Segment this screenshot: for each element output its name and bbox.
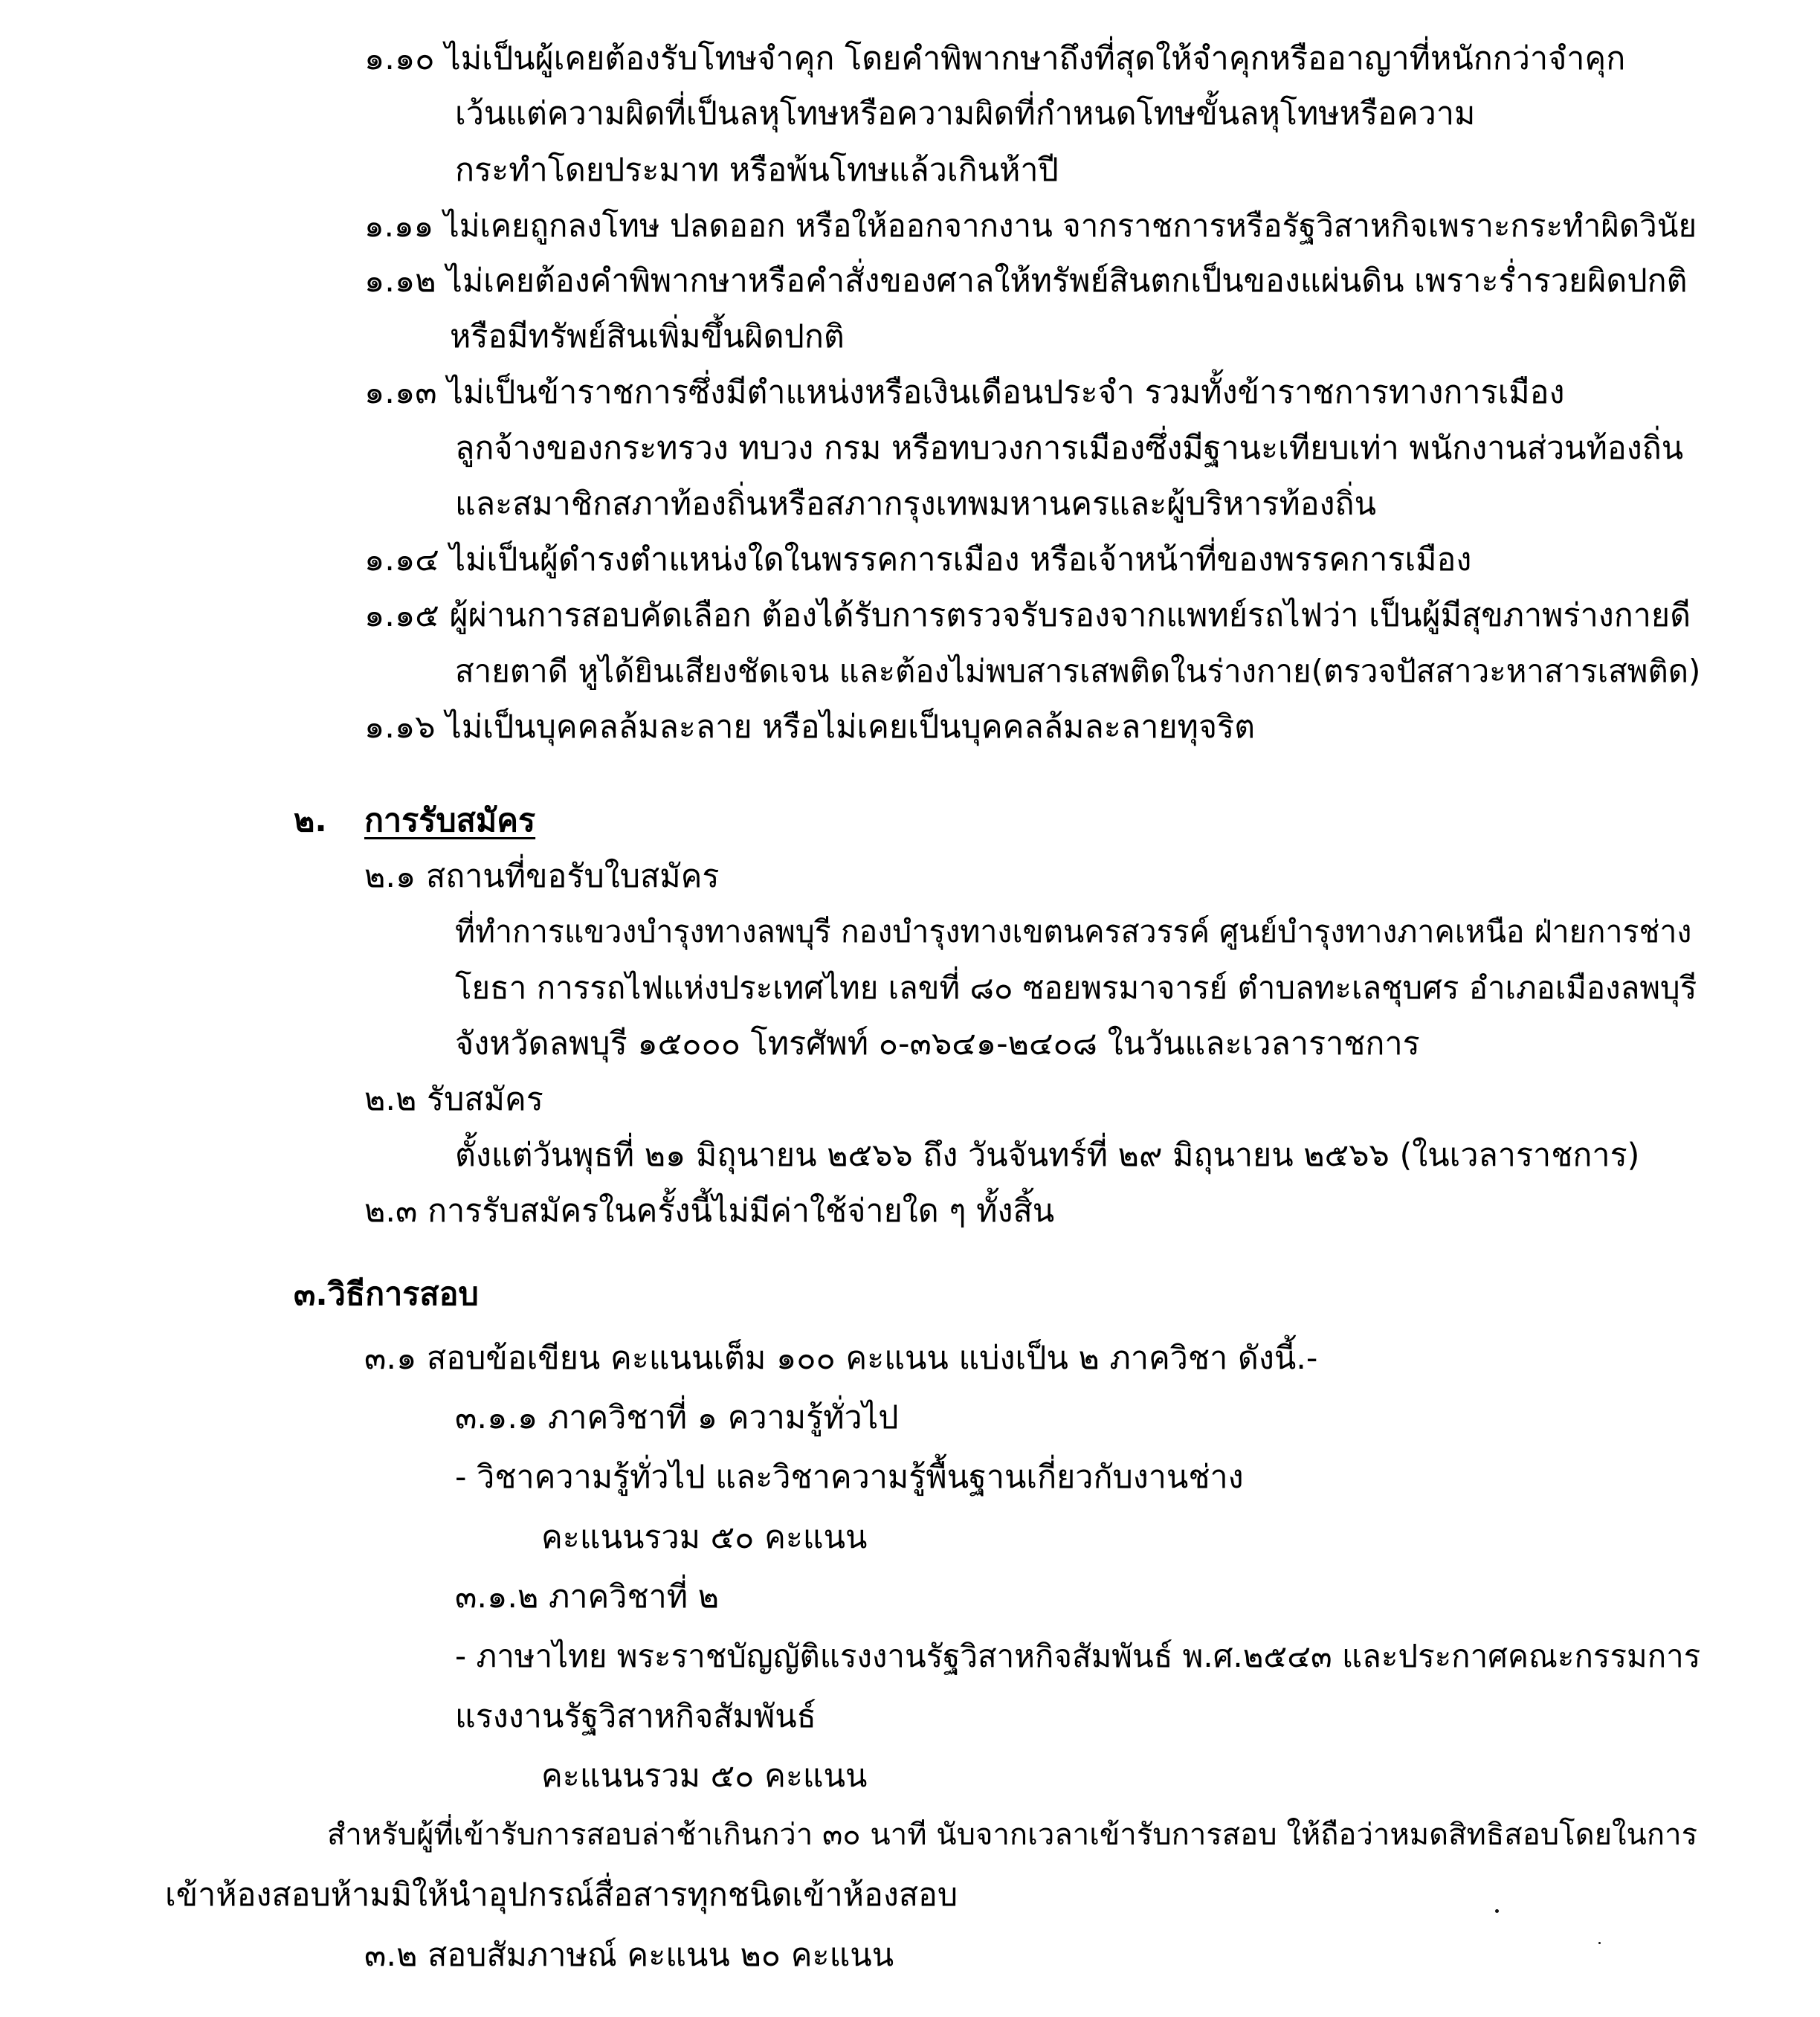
section-2-3-line: ๒.๓ การรับสมัครในครั้งนี้ไม่มีค่าใช้จ่ายใด ๆ ทั้งสิ้น	[364, 1193, 1055, 1230]
item-1-11-line-1: ๑.๑๑ ไม่เคยถูกลงโทษ ปลดออก หรือให้ออกจากงาน จากราชการหรือรัฐวิสาหกิจเพราะกระทำผิดวินัย	[364, 207, 1697, 244]
item-1-10-line-2: เว้นแต่ความผิดที่เป็นลหุโทษหรือความผิดที่กำหนดโทษขั้นลหุโทษหรือความ	[455, 95, 1476, 132]
late-arrival-note-line-2: เข้าห้องสอบห้ามมิให้นำอุปกรณ์สื่อสารทุกชนิดเข้าห้องสอบ	[165, 1876, 958, 1914]
item-1-13-line-2: ลูกจ้างของกระทรวง ทบวง กรม หรือทบวงการเมืองซึ่งมีฐานะเทียบเท่า พนักงานส่วนท้องถิ่น	[455, 430, 1684, 467]
item-1-15-line-1: ๑.๑๕ ผู้ผ่านการสอบคัดเลือก ต้องได้รับการตรวจรับรองจากแพทย์รถไฟว่า เป็นผู้มีสุขภาพร่างกายดี	[364, 597, 1691, 634]
item-1-13-line-3: และสมาชิกสภาท้องถิ่นหรือสภากรุงเทพมหานครและผู้บริหารท้องถิ่น	[455, 485, 1376, 523]
section-3-2-title: ๓.๒ สอบสัมภาษณ์ คะแนน ๒๐ คะแนน	[364, 1937, 894, 1974]
section-2-1-title: ๒.๑ สถานที่ขอรับใบสมัคร	[364, 858, 720, 895]
item-1-12-line-2: หรือมีทรัพย์สินเพิ่มขึ้นผิดปกติ	[450, 318, 845, 355]
section-3-1-2-desc-line-1: - ภาษาไทย พระราชบัญญัติแรงงานรัฐวิสาหกิจสัมพันธ์ พ.ศ.๒๕๔๓ และประกาศคณะกรรมการ	[455, 1638, 1701, 1674]
item-1-16-line-1: ๑.๑๖ ไม่เป็นบุคคลล้มละลาย หรือไม่เคยเป็นบุคคลล้มละลายทุจริต	[364, 709, 1256, 746]
late-arrival-note-line-1: สำหรับผู้ที่เข้ารับการสอบล่าช้าเกินกว่า ๓๐ นาที นับจากเวลาเข้ารับการสอบ ให้ถือว่าหมดสิทธิสอบโดยในการ	[327, 1818, 1698, 1852]
section-3-1-1-title: ๓.๑.๑ ภาควิชาที่ ๑ ความรู้ทั่วไป	[455, 1399, 899, 1436]
section-3-1-1-desc: - วิชาความรู้ทั่วไป และวิชาความรู้พื้นฐานเกี่ยวกับงานช่าง	[455, 1459, 1244, 1496]
section-3-1-2-title: ๓.๑.๒ ภาควิชาที่ ๒	[455, 1578, 720, 1616]
section-2-1-line-3: จังหวัดลพบุรี ๑๕๐๐๐ โทรศัพท์ ๐-๓๖๔๑-๒๔๐๘ ในวันและเวลาราชการ	[455, 1025, 1420, 1062]
item-1-13-line-1: ๑.๑๓ ไม่เป็นข้าราชการซึ่งมีตำแหน่งหรือเงินเดือนประจำ รวมทั้งข้าราชการทางการเมือง	[364, 374, 1565, 411]
section-2-1-line-2: โยธา การรถไฟแห่งประเทศไทย เลขที่ ๘๐ ซอยพรมาจารย์ ตำบลทะเลชุบศร อำเภอเมืองลพบุรี	[455, 969, 1697, 1006]
section-2-1-line-1: ที่ทำการแขวงบำรุงทางลพบุรี กองบำรุงทางเขตนครสวรรค์ ศูนย์บำรุงทางภาคเหนือ ฝ่ายการช่าง	[455, 914, 1692, 949]
section-3-1-2-score: คะแนนรวม ๕๐ คะแนน	[541, 1758, 868, 1795]
item-1-15-line-2: สายตาดี หูได้ยินเสียงชัดเจน และต้องไม่พบสารเสพติดในร่างกาย(ตรวจปัสสาวะหาสารเสพติด)	[455, 653, 1701, 689]
section-2-heading: การรับสมัคร	[364, 802, 536, 839]
section-3-1-title: ๓.๑ สอบข้อเขียน คะแนนเต็ม ๑๐๐ คะแนน แบ่งเป็น ๒ ภาควิชา ดังนี้.-	[364, 1340, 1318, 1377]
item-1-10-line-3: กระทำโดยประมาท หรือพ้นโทษแล้วเกินห้าปี	[455, 152, 1059, 189]
section-3-1-2-desc-line-2: แรงงานรัฐวิสาหกิจสัมพันธ์	[455, 1698, 816, 1735]
item-1-14-line-1: ๑.๑๔ ไม่เป็นผู้ดำรงตำแหน่งใดในพรรคการเมือง หรือเจ้าหน้าที่ของพรรคการเมือง	[364, 541, 1472, 578]
section-3-heading: ๓.วิธีการสอบ	[294, 1276, 479, 1313]
section-2-2-line: ตั้งแต่วันพุธที่ ๒๑ มิถุนายน ๒๕๖๖ ถึง วันจันทร์ที่ ๒๙ มิถุนายน ๒๕๖๖ (ในเวลาราชการ)	[455, 1137, 1640, 1174]
scan-speck	[1495, 1909, 1499, 1913]
section-2-number: ๒.	[294, 802, 327, 839]
section-3-1-1-score: คะแนนรวม ๕๐ คะแนน	[541, 1519, 868, 1556]
item-1-10-line-1: ๑.๑๐ ไม่เป็นผู้เคยต้องรับโทษจำคุก โดยคำพิพากษาถึงที่สุดให้จำคุกหรืออาญาที่หนักกว่าจำคุก	[364, 40, 1626, 77]
scan-speck	[1598, 1942, 1601, 1944]
section-2-2-title: ๒.๒ รับสมัคร	[364, 1081, 543, 1118]
item-1-12-line-1: ๑.๑๒ ไม่เคยต้องคำพิพากษาหรือคำสั่งของศาลให้ทรัพย์สินตกเป็นของแผ่นดิน เพราะร่ำรวยผิดปกติ	[364, 262, 1688, 300]
